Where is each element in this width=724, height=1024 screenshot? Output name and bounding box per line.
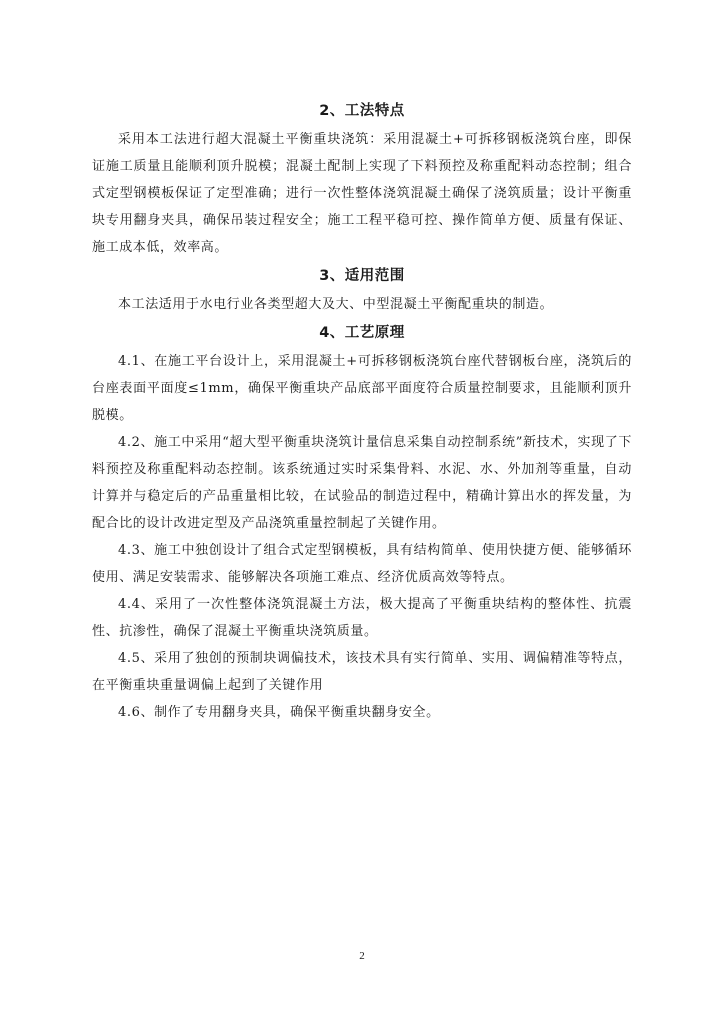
paragraph-principle-4-3: 4.3、施工中独创设计了组合式定型钢模板，具有结构简单、使用快捷方便、能够循环使用、满足安装需求、能够解决各项施工难点、经济优质高效等特点。 [92,543,632,585]
section-title-features: 2、工法特点 [319,103,405,119]
section-title-principle: 4、工艺原理 [319,325,405,341]
paragraph-features: 采用本工法进行超大混凝土平衡重块浇筑：采用混凝土+可拆移钢板浇筑台座，即保证施工质量且能顺利顶升脱模；混凝土配制上实现了下料预控及称重配料动态控制；组合式定型钢模板保证了定型准确；进行一次性整体浇筑混凝土确保了浇筑质量；设计平衡重块专用翻身夹具，确保吊装过程安全；施工工程平稳可控、操作简单方便、质量有保证、施工成本低，效率高。 [92,132,632,255]
paragraph-scope: 本工法适用于水电行业各类型超大及大、中型混凝土平衡配重块的制造。 [118,297,554,312]
page-content [92,96,632,726]
page-number: 2 [359,950,365,962]
paragraph-principle-4-4: 4.4、采用了一次性整体浇筑混凝土方法，极大提高了平衡重块结构的整体性、抗震性、抗渗性，确保了混凝土平衡重块浇筑质量。 [92,597,632,639]
paragraph-principle-4-2: 4.2、施工中采用“超大型平衡重块浇筑计量信息采集自动控制系统”新技术，实现了下料预控及称重配料动态控制。该系统通过实时采集骨料、水泥、水、外加剂等重量，自动计算并与稳定后的产品重量相比较，在试验品的制造过程中，精确计算出水的挥发量，为配合比的设计改进定型及产品浇筑重量控制起了关键作用。 [92,435,632,531]
section-title-scope: 3、适用范围 [319,268,405,284]
paragraph-principle-4-1: 4.1、在施工平台设计上，采用混凝土+可拆移钢板浇筑台座代替钢板台座，浇筑后的台座表面平面度≤1mm，确保平衡重块产品底部平面度符合质量控制要求，且能顺利顶升脱模。 [92,354,632,423]
paragraph-principle-4-6: 4.6、制作了专用翻身夹具，确保平衡重块翻身安全。 [118,705,440,720]
paragraph-principle-4-5: 4.5、采用了独创的预制块调偏技术，该技术具有实行简单、实用、调偏精准等特点，在平衡重块重量调偏上起到了关键作用 [92,651,632,693]
